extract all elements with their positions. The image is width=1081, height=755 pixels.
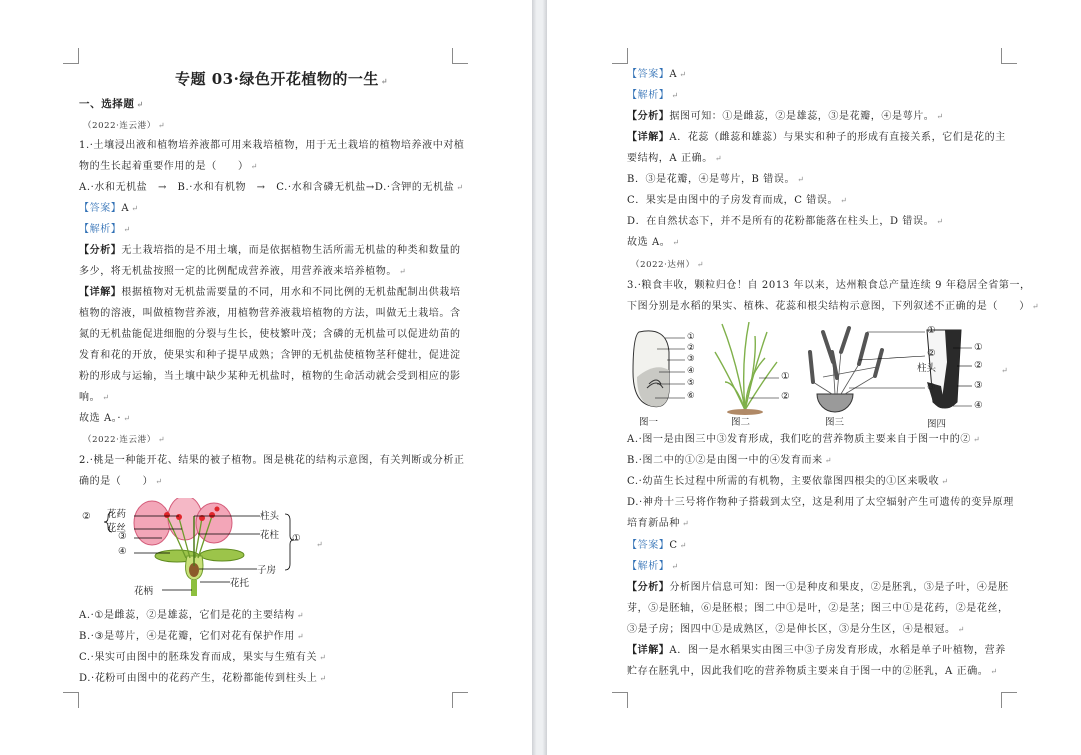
analysis-heading: 【解析】 ↵ (627, 561, 679, 572)
xiangjie-text: 粉的形成与运输，当土壤中缺少某种无机盐时，植物的生命活动就会受到相应的影 (79, 371, 461, 382)
figure-label: ③ (687, 354, 695, 364)
question-stem: 物的生长起着重要作用的是（ ） ↵ (79, 161, 258, 172)
question-stem: 2.·桃是一种能开花、结果的被子植物。图是桃花的结构示意图，有关判断或分析正 (79, 455, 465, 466)
figure-label: 花柱 (260, 530, 280, 541)
figure-label: ② (974, 360, 983, 371)
question-options: A.·水和无机盐 → B.·水和有机物 → C.·水和含磷无机盐→D.·含钾的无机盐 ↵ (79, 182, 464, 193)
figure-label: 子房 (257, 565, 277, 576)
xiangjie-text: 【详解】A．图一是水稻果实由图三中③子房发育形成，水稻是单子叶植物，营养 (627, 645, 1006, 656)
xiangjie-text: D．在自然状态下，并不是所有的花粉都能落在柱头上，D 错误。 ↵ (627, 216, 944, 227)
crop-mark (1001, 692, 1017, 708)
figure-label: ② (927, 348, 936, 359)
xiangjie-text: B．③是花瓣，④是萼片，B 错误。 ↵ (627, 174, 805, 185)
figure-label: ⑥ (687, 391, 695, 401)
question-stem: 确的是（ ） ↵ (79, 476, 163, 487)
figure-label: ① (687, 332, 695, 342)
crop-mark (452, 48, 468, 64)
figure-label: 柱头 (260, 511, 280, 522)
fenxi-text: 芽，⑤是胚轴，⑥是胚根；图二中①是叶，②是茎；图三中①是花药，②是花丝， (627, 603, 1009, 614)
xiangjie-text: C．果实是由图中的子房发育而成，C 错误。 ↵ (627, 195, 848, 206)
conclusion-text: 故选 A。 ↵ (627, 237, 680, 248)
crop-mark (1001, 48, 1017, 64)
option-b: B.·图二中的①②是由图一中的④发育而来 ↵ (627, 455, 833, 466)
document-page-right (547, 0, 1081, 755)
option-c: C.·果实可由图中的胚珠发育而成，果实与生殖有关 ↵ (79, 652, 327, 663)
crop-mark (63, 692, 79, 708)
answer-line: 【答案】A ↵ (627, 69, 687, 80)
analysis-heading: 【解析】 ↵ (79, 224, 131, 235)
figure-label: ④ (118, 546, 127, 557)
figure-label: ① (974, 342, 983, 353)
figure-label: ② (82, 511, 91, 522)
figure-label: ③ (118, 531, 127, 542)
xiangjie-text: 【详解】根据植物对无机盐需要量的不同，用水和不同比例的无机盐配制出供栽培 (79, 287, 461, 298)
option-d: D.·花粉可由图中的花药产生，花粉都能传到柱头上 ↵ (79, 673, 327, 684)
question-stem: 1.·土壤浸出液和植物培养液都可用来栽培植物，用于无土栽培的植物培养液中对植 (79, 140, 465, 151)
option-c: C.·幼苗生长过程中所需的有机物，主要依靠图四根尖的①区来吸收 ↵ (627, 476, 949, 487)
figure-label: 花托 (230, 578, 250, 589)
xiangjie-text: 响。 ↵ (79, 392, 110, 403)
question-source: （2022·连云港） ↵ (83, 121, 166, 131)
xiangjie-text: 【详解】A．花蕊（雌蕊和雄蕊）与果实和种子的形成有直接关系，它们是花的主 (627, 132, 1006, 143)
question-stem: 3.·粮食丰收，颗粒归仓！自 2013 年以来，达州粮食总产量连续 9 年稳居全省第一， (627, 280, 1031, 291)
question-stem: 下图分别是水稻的果实、植株、花蕊和根尖结构示意图，下列叙述不正确的是（ ） ↵ (627, 301, 1040, 312)
figure-label: ④ (687, 366, 695, 376)
document-page-left (0, 0, 532, 755)
figure-label: ① (292, 533, 301, 544)
option-a: A.·图一是由图三中③发育形成，我们吃的营养物质主要来自于图一中的② ↵ (627, 434, 981, 445)
rice-structure-diagrams: ① ② ③ ④ ⑤ ⑥ ① ② ① ② 柱头 ③ ① ② ③ ④ ↵ 图一 图二 图三 图四 (627, 322, 1007, 430)
figure-caption: 图一 (639, 417, 659, 428)
figure-label: ② (781, 391, 790, 402)
crop-mark (452, 692, 468, 708)
answer-line: 【答案】A ↵ (79, 203, 139, 214)
option-b: B.·③是萼片，④是花瓣，它们对花有保护作用 ↵ (79, 631, 305, 642)
figure-label: ⑤ (687, 378, 695, 388)
figure-label: 花药 (107, 509, 127, 520)
option-a: A.·①是雌蕊，②是雄蕊，它们是花的主要结构 ↵ (79, 610, 305, 621)
figure-caption: 图二 (731, 417, 751, 428)
figure-label: ① (927, 325, 936, 336)
figure-label: ④ (974, 400, 983, 411)
fenxi-text: 【分析】分析图片信息可知：图一①是种皮和果皮，②是胚乳，③是子叶，④是胚 (627, 582, 1009, 593)
crop-mark (612, 692, 628, 708)
section-heading: 一、选择题 ↵ (79, 98, 144, 110)
xiangjie-text: 要结构，A 正确。 ↵ (627, 153, 723, 164)
question-source: （2022·连云港） ↵ (83, 435, 166, 445)
figure-caption: 图四 (927, 419, 947, 430)
figure-label: ③ (927, 382, 936, 393)
fenxi-text: ③是子房；图四中①是成熟区，②是伸长区，③是分生区，④是根冠。 ↵ (627, 624, 965, 635)
xiangjie-text: 发育和花的开放，使果实和种子提早成熟；含钾的无机盐使植物茎秆健壮，促进淀 (79, 350, 461, 361)
analysis-heading: 【解析】 ↵ (627, 90, 679, 101)
fenxi-text: 多少，将无机盐按照一定的比例配成营养液，用营养液来培养植物。 ↵ (79, 266, 407, 277)
peach-flower-diagram: ② 花药 花丝 ③ ④ 柱头 花柱 ① 子房 花托 花柄 ↵ (82, 498, 332, 602)
fenxi-text: 【分析】据图可知：①是雌蕊，②是雄蕊，③是花瓣，④是萼片。 ↵ (627, 111, 944, 122)
figure-label: ② (687, 343, 695, 353)
figure-label: ③ (974, 380, 983, 391)
figure-label: 柱头 (917, 363, 937, 374)
crop-mark (63, 48, 79, 64)
question-source: （2022·达州） ↵ (631, 260, 705, 270)
conclusion-text: 故选 A。· ↵ (79, 413, 131, 424)
page-gap (532, 0, 547, 755)
figure-label: 花丝 (107, 523, 127, 534)
xiangjie-text: 贮存在胚乳中，因此我们吃的营养物质主要来自于图一中的②胚乳，A 正确。 ↵ (627, 666, 998, 677)
rice-illustrations-icon (627, 322, 1007, 430)
document-title: 专题 03·绿色开花植物的一生 ↵ (175, 70, 389, 88)
xiangjie-text: 氮的无机盐能促进细胞的分裂与生长，使枝繁叶茂；含磷的无机盐可以促进幼苗的 (79, 329, 461, 340)
crop-mark (612, 48, 628, 64)
figure-label: ① (781, 371, 790, 382)
figure-label: 花柄 (134, 586, 154, 597)
answer-line: 【答案】C ↵ (627, 540, 687, 551)
option-d: 培育新品种 ↵ (627, 518, 690, 529)
fenxi-text: 【分析】无土栽培指的是不用土壤，而是依据植物生活所需无机盐的种类和数量的 (79, 245, 461, 256)
figure-caption: 图三 (825, 417, 845, 428)
xiangjie-text: 植物的溶液，叫做植物营养液，用植物营养液栽培植物的方法，叫做无土栽培。含 (79, 308, 461, 319)
option-d: D.·神舟十三号将作物种子搭载到太空，这是利用了太空辐射产生可遗传的变异原理 (627, 497, 1014, 508)
